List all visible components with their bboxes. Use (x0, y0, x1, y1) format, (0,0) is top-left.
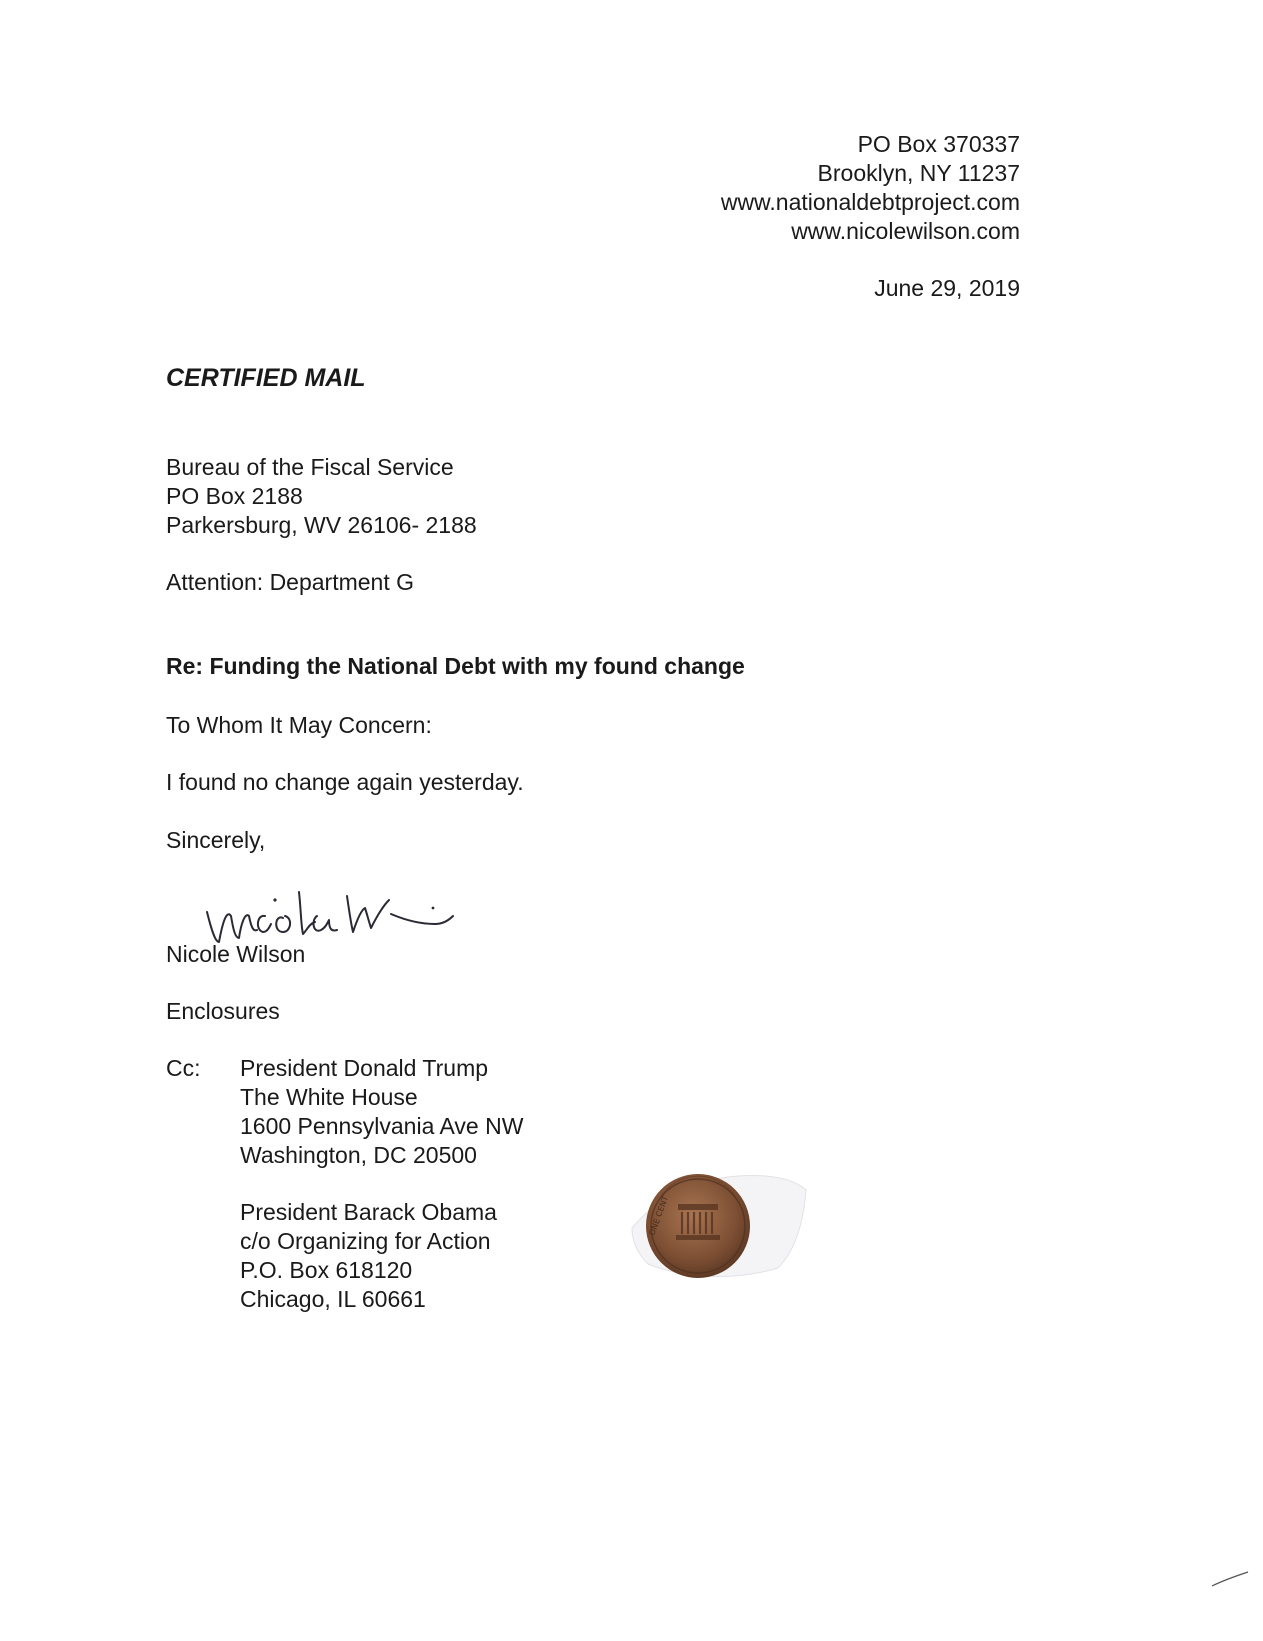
cc-line: 1600 Pennsylvania Ave NW (240, 1113, 524, 1139)
recipient-attention: Attention: Department G (166, 569, 415, 595)
cc-line: President Barack Obama (240, 1199, 497, 1225)
sender-address-line1: PO Box 370337 (857, 131, 1020, 157)
sender-address-line2: Brooklyn, NY 11237 (817, 160, 1020, 186)
enclosures-label: Enclosures (166, 998, 280, 1024)
cc-line: c/o Organizing for Action (240, 1228, 491, 1254)
salutation: To Whom It May Concern: (166, 712, 432, 738)
cc-line: President Donald Trump (240, 1055, 489, 1081)
sender-website-1: www.nationaldebtproject.com (720, 189, 1020, 215)
letter-date: June 29, 2019 (874, 275, 1020, 301)
cc-label: Cc: (166, 1055, 201, 1081)
cc-line: Washington, DC 20500 (240, 1142, 477, 1168)
certified-mail-heading: CERTIFIED MAIL (166, 364, 366, 392)
closing: Sincerely, (166, 827, 266, 853)
cc-line: P.O. Box 618120 (240, 1257, 413, 1283)
subject-line: Re: Funding the National Debt with my found change (166, 653, 745, 679)
scan-mark (1210, 1570, 1250, 1590)
recipient-address-line2: Parkersburg, WV 26106- 2188 (166, 512, 477, 538)
letter-body: I found no change again yesterday. (166, 769, 524, 795)
cc-line: The White House (240, 1084, 418, 1110)
sender-website-2: www.nicolewilson.com (791, 218, 1020, 244)
recipient-address-line1: PO Box 2188 (166, 483, 303, 509)
penny-coin-icon (628, 1168, 808, 1283)
coin-text: ONE CENT (647, 1194, 671, 1237)
recipient-name: Bureau of the Fiscal Service (166, 454, 454, 480)
cc-line: Chicago, IL 60661 (240, 1286, 426, 1312)
signer-name: Nicole Wilson (166, 941, 306, 967)
